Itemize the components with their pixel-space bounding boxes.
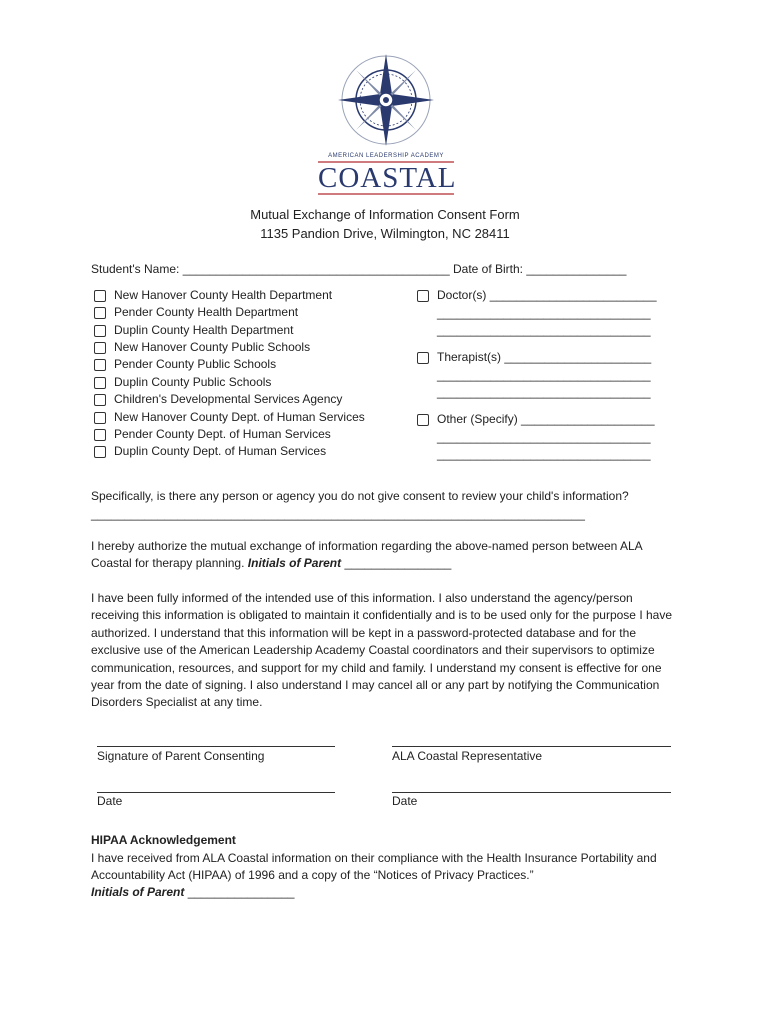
agency-label: Pender County Dept. of Human Services xyxy=(114,427,331,441)
form-address: 1135 Pandion Drive, Wilmington, NC 28411 xyxy=(260,226,510,241)
agency-label: Pender County Public Schools xyxy=(114,357,277,371)
consent-exclusion-field[interactable]: __________________________________________________________________________ xyxy=(91,507,585,521)
other-checkbox[interactable] xyxy=(417,414,429,426)
agency-label: New Hanover County Health Department xyxy=(114,288,333,302)
representative-signature-label: ALA Coastal Representative xyxy=(392,749,543,763)
agency-checkbox[interactable] xyxy=(94,342,106,354)
other-extra-line[interactable]: ________________________________ xyxy=(437,447,651,461)
parent-date-label: Date xyxy=(97,794,123,808)
hipaa-initials-label: Initials of Parent xyxy=(91,885,185,899)
other-label: Other (Specify) xyxy=(437,412,518,426)
agency-label: Duplin County Dept. of Human Services xyxy=(114,444,327,458)
representative-date-label: Date xyxy=(392,794,418,808)
agency-checkbox[interactable] xyxy=(94,412,106,424)
therapist-extra-line[interactable]: ________________________________ xyxy=(437,385,651,399)
agency-checkbox[interactable] xyxy=(94,446,106,458)
dob-field[interactable]: _______________ xyxy=(526,262,627,276)
agency-label: Pender County Health Department xyxy=(114,305,299,319)
doctor-checkbox[interactable] xyxy=(417,290,429,302)
representative-date-line[interactable] xyxy=(392,792,671,793)
agency-label: New Hanover County Public Schools xyxy=(114,340,311,354)
other-row xyxy=(437,411,655,428)
consent-exclusion-question: Specifically, is there any person or agency you do not give consent to review your child's information? xyxy=(91,489,629,503)
agency-checkbox[interactable] xyxy=(94,394,106,406)
authorization-initials-field[interactable]: ________________ xyxy=(344,556,452,571)
student-name-row xyxy=(91,261,626,278)
agency-checkbox[interactable] xyxy=(94,290,106,302)
agency-checkbox[interactable] xyxy=(94,307,106,319)
agency-label: Duplin County Public Schools xyxy=(114,375,272,389)
agency-checkbox[interactable] xyxy=(94,359,106,371)
hipaa-heading: HIPAA Acknowledgement xyxy=(91,833,236,847)
authorization-paragraph xyxy=(91,538,681,573)
agency-checkbox[interactable] xyxy=(94,325,106,337)
ala-coastal-logo xyxy=(318,52,457,196)
agency-label: Children's Developmental Services Agency xyxy=(114,392,343,406)
therapist-label: Therapist(s) xyxy=(437,350,502,364)
other-field[interactable]: ____________________ xyxy=(521,412,655,426)
logo-academy-text: AMERICAN LEADERSHIP ACADEMY xyxy=(328,153,444,159)
other-extra-line[interactable]: ________________________________ xyxy=(437,430,651,444)
agency-checkbox[interactable] xyxy=(94,429,106,441)
doctor-label: Doctor(s) xyxy=(437,288,487,302)
doctor-row xyxy=(437,287,657,304)
hipaa-paragraph: I have received from ALA Coastal information on their compliance with the Health Insurance Portability and Accountability Act (HIPAA) of 1996 and a copy of the “Notices of Privacy Practices.” xyxy=(91,851,657,883)
parent-signature-line[interactable] xyxy=(97,746,335,747)
parent-date-line[interactable] xyxy=(97,792,335,793)
therapist-row xyxy=(437,349,651,366)
doctor-extra-line[interactable]: ________________________________ xyxy=(437,323,651,337)
therapist-extra-line[interactable]: ________________________________ xyxy=(437,368,651,382)
hipaa-initials-field[interactable]: ________________ xyxy=(187,885,295,899)
student-name-field[interactable]: ________________________________________ xyxy=(182,262,450,276)
parent-signature-label: Signature of Parent Consenting xyxy=(97,749,265,763)
student-name-label: Student's Name: xyxy=(91,262,180,276)
doctor-field[interactable]: _________________________ xyxy=(489,288,657,302)
informed-paragraph: I have been fully informed of the intended use of this information. I also understand the agency/person receiving this information is obligated to maintain it confidentially and is to be used only for the purpose I have authorized. I understand that this information will be kept in a password-protected database and for the exclusive use of the American Leadership Academy Coastal coordinators and their supervisors to optimize communication, resources, and support for my child and family. I understand my consent is effective for one year from the date of signing. I also understand I may cancel all or any part by notifying the Communication Disorders Specialist at any time. xyxy=(91,591,673,710)
doctor-extra-line[interactable]: ________________________________ xyxy=(437,306,651,320)
therapist-field[interactable]: ______________________ xyxy=(504,350,652,364)
representative-signature-line[interactable] xyxy=(392,746,671,747)
hipaa-initials-row xyxy=(91,884,294,901)
dob-label: Date of Birth: xyxy=(452,262,524,276)
therapist-checkbox[interactable] xyxy=(417,352,429,364)
authorization-initials-label: Initials of Parent xyxy=(247,556,342,571)
agency-label: Duplin County Health Department xyxy=(114,323,294,337)
agency-checkbox[interactable] xyxy=(94,377,106,389)
logo-name: COASTAL xyxy=(318,162,457,194)
agency-label: New Hanover County Dept. of Human Services xyxy=(114,410,365,424)
authorization-text: I hereby authorize the mutual exchange of information regarding the above-named person between ALA Coastal for therapy planning. xyxy=(91,539,643,571)
form-title: Mutual Exchange of Information Consent Form xyxy=(250,207,520,222)
